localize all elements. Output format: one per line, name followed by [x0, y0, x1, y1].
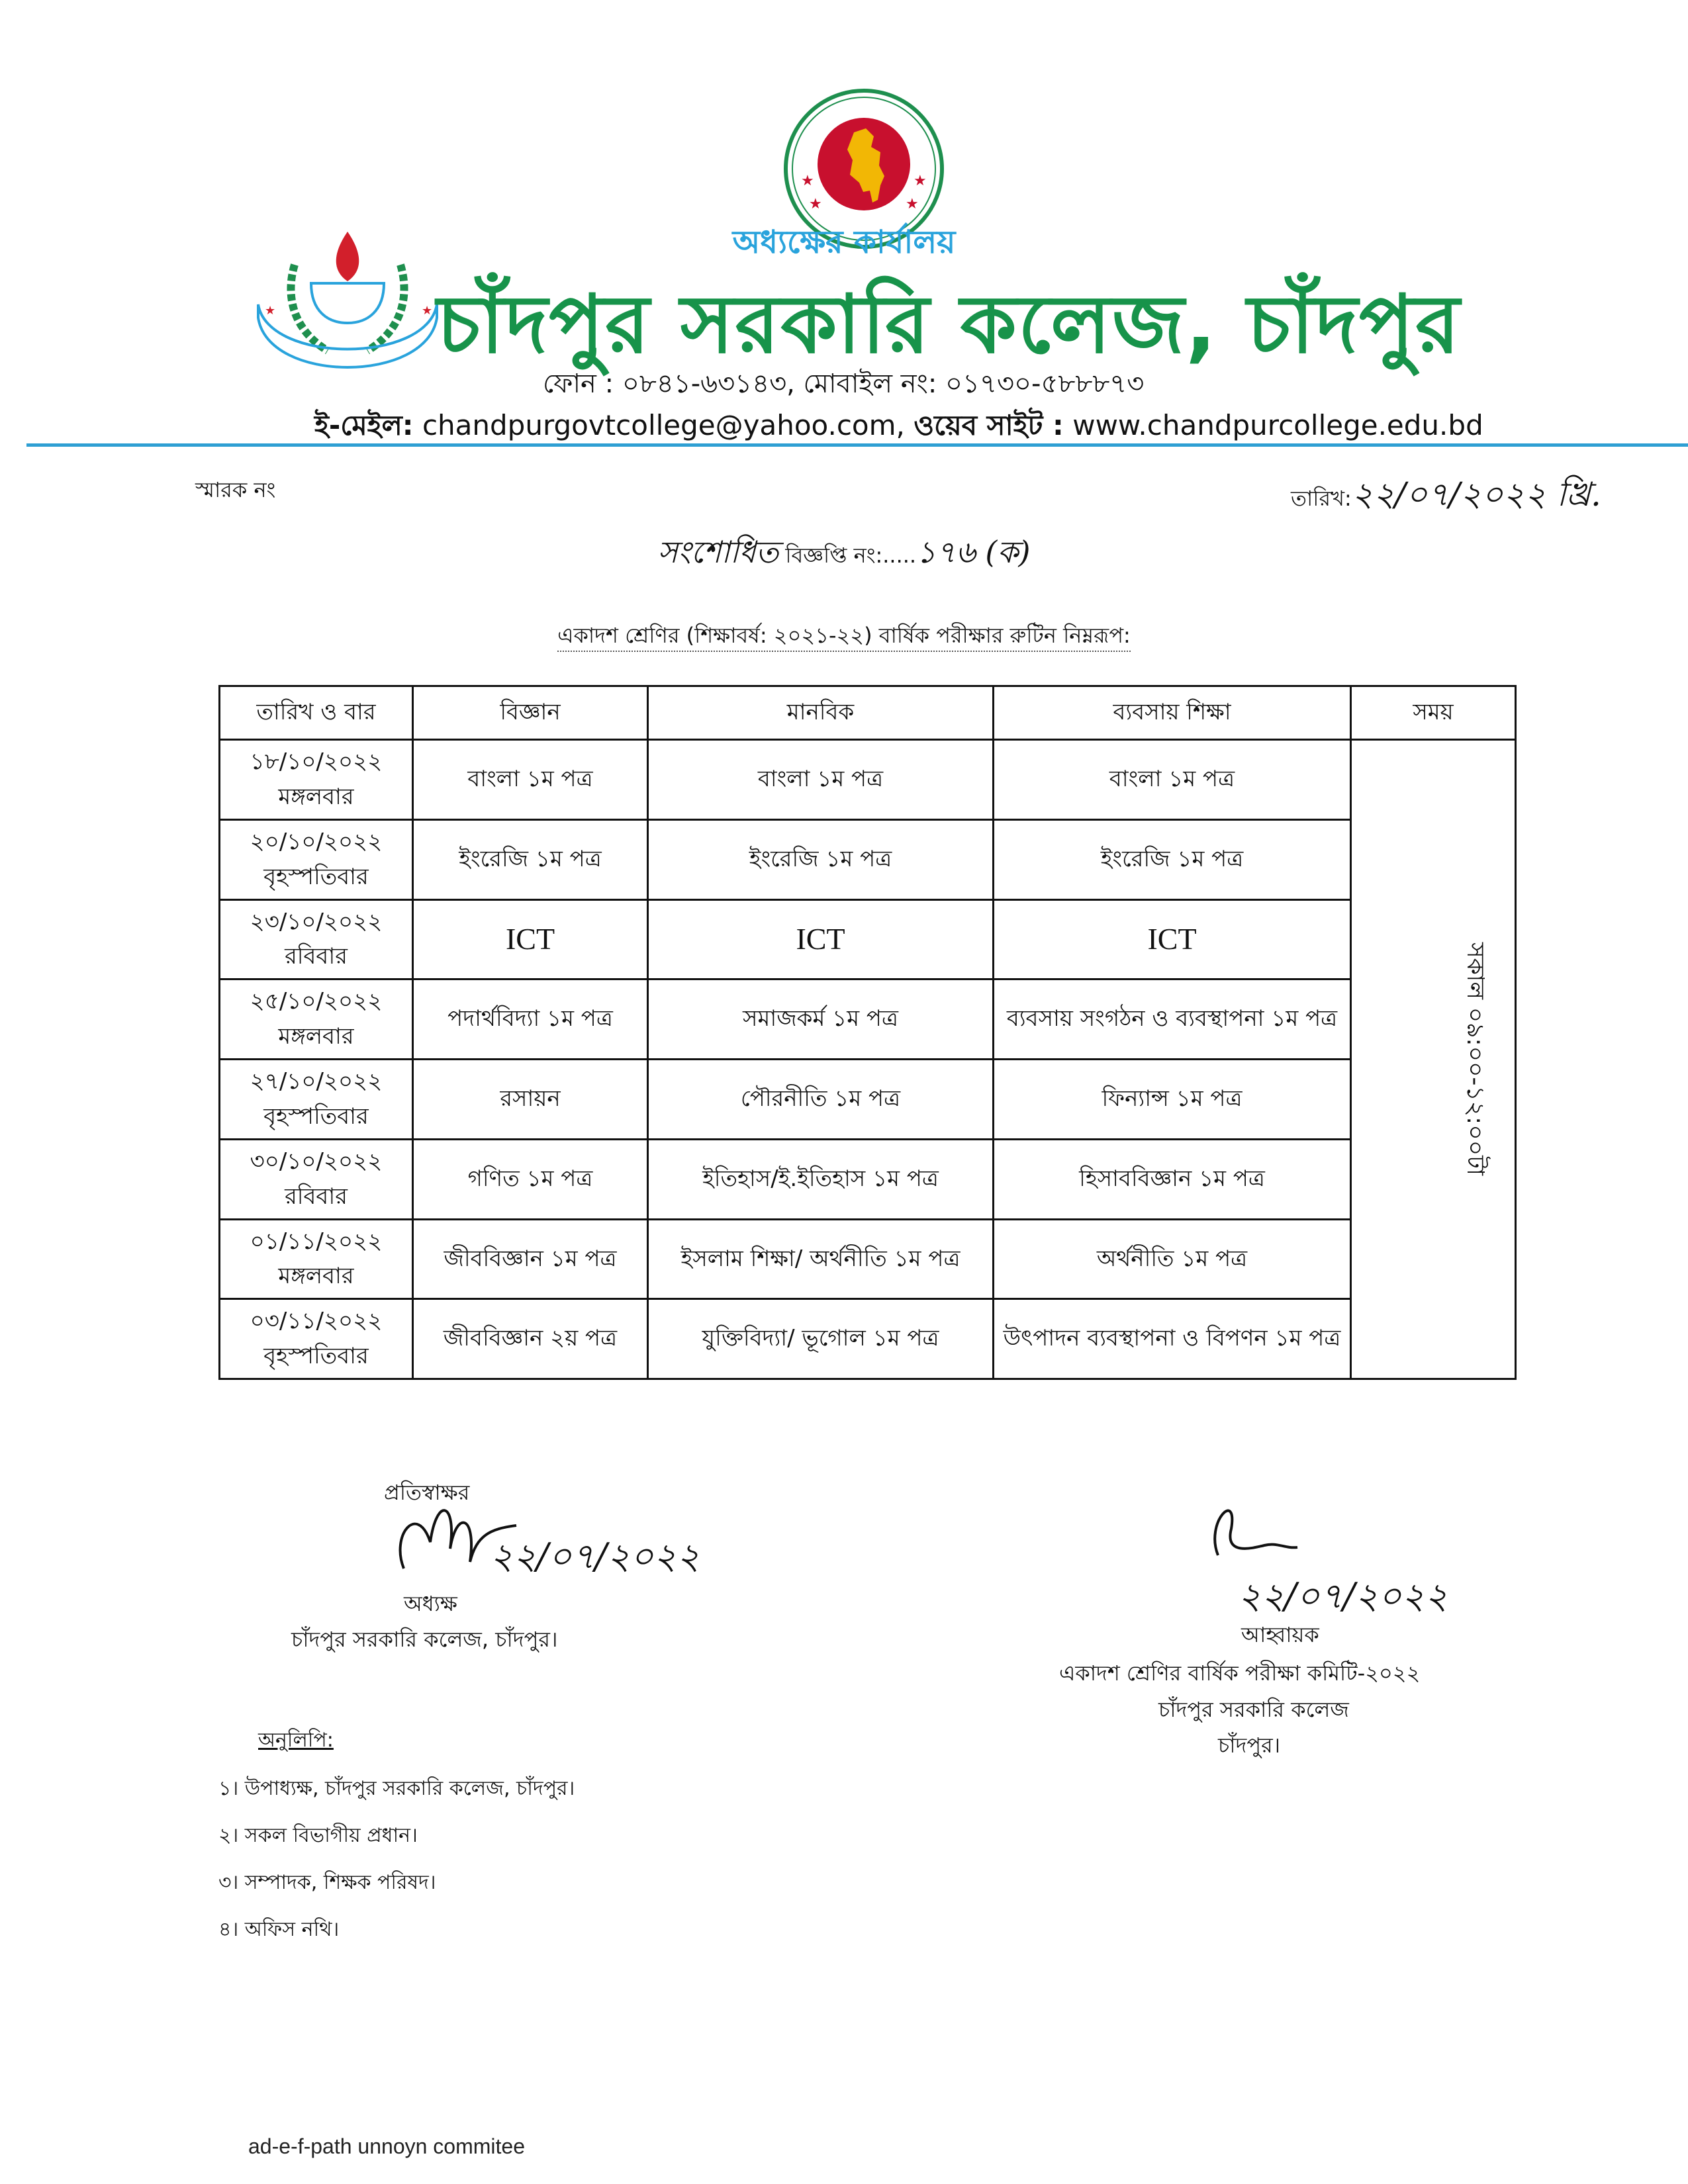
table-row	[220, 1219, 1516, 1299]
table-row	[220, 819, 1516, 899]
exam-day: মঙ্গলবার	[278, 1263, 354, 1290]
subject-cell-business: অর্থনীতি ১ম পত্র	[994, 1219, 1351, 1299]
convener-institution: চাঁদপুর সরকারি কলেজ	[1158, 1697, 1349, 1722]
exam-date: ৩০/১০/২০২২	[250, 1148, 383, 1175]
contact-phone: ফোন : ০৮৪১-৬৩১৪৩, মোবাইল নং: ০১৭৩০-৫৮৮৮৭৩	[543, 369, 1145, 399]
copy-item: ৩। সম্পাদক, শিক্ষক পরিষদ।	[218, 1871, 436, 1894]
date-day-cell	[220, 1060, 413, 1140]
header-humanities: মানবিক	[648, 686, 994, 740]
convener-signature-block	[1059, 1496, 1523, 1774]
convener-committee: একাদশ শ্রেণির বার্ষিক পরীক্ষা কমিটি-২০২২	[1059, 1661, 1421, 1686]
exam-date: ২৩/১০/২০২২	[250, 908, 383, 935]
routine-intro	[0, 619, 1688, 655]
date-line	[1291, 470, 1601, 525]
svg-text:★: ★	[265, 304, 276, 318]
date-label: তারিখ:	[1291, 486, 1352, 511]
notice-prefix: সংশোধিত	[657, 534, 779, 570]
exam-day: বৃহস্পতিবার	[263, 863, 369, 890]
convener-handwritten-date: ২২/০৭/২০২২	[1238, 1575, 1448, 1617]
exam-day: রবিবার	[285, 1183, 348, 1210]
subject-cell-science: ইংরেজি ১ম পত্র	[413, 819, 648, 899]
subject-cell-science: ICT	[413, 899, 648, 979]
table-row	[220, 1060, 1516, 1140]
principal-institution: চাঁদপুর সরকারি কলেজ, চাঁদপুর।	[291, 1627, 558, 1652]
table-row	[220, 740, 1516, 820]
exam-day: মঙ্গলবার	[278, 1023, 354, 1050]
star-icon: ★	[914, 173, 927, 189]
date-day-cell	[220, 819, 413, 899]
svg-text:★: ★	[422, 304, 433, 318]
date-day-cell	[220, 1219, 413, 1299]
table-row	[220, 1139, 1516, 1219]
subject-cell-business: ফিন্যান্স ১ম পত্র	[994, 1060, 1351, 1140]
subject-cell-business: হিসাববিজ্ঞান ১ম পত্র	[994, 1139, 1351, 1219]
exam-date: ২০/১০/২০২২	[250, 828, 383, 855]
convener-signature	[1198, 1496, 1331, 1569]
table-row	[220, 1299, 1516, 1379]
convener-place: চাঁদপুর।	[1218, 1733, 1281, 1758]
subject-cell-business: ICT	[994, 899, 1351, 979]
date-day-cell	[220, 899, 413, 979]
time-cell	[1351, 740, 1516, 1379]
exam-date: ১৮/১০/২০২২	[250, 749, 383, 776]
date-value: ২২/০৭/২০২২ খ্রি.	[1351, 475, 1601, 514]
notice-number-line	[0, 529, 1688, 580]
subject-cell-science: রসায়ন	[413, 1060, 648, 1140]
date-day-cell	[220, 979, 413, 1060]
subject-cell-humanities: যুক্তিবিদ্যা/ ভূগোল ১ম পত্র	[648, 1299, 994, 1379]
table-header-row	[220, 686, 1516, 740]
memo-number-label: স্মারক নং	[195, 477, 276, 502]
email-link[interactable]: chandpurgovtcollege@yahoo.com,	[422, 409, 905, 441]
website-label: ওয়েব সাইট :	[914, 409, 1064, 441]
date-day-cell	[220, 740, 413, 820]
subject-cell-science: গণিত ১ম পত্র	[413, 1139, 648, 1219]
subject-cell-science: বাংলা ১ম পত্র	[413, 740, 648, 820]
subject-cell-business: ইংরেজি ১ম পত্র	[994, 819, 1351, 899]
footer-note: ad-e-f-path unnoyn commitee	[248, 2134, 525, 2158]
exam-day: মঙ্গলবার	[278, 783, 354, 810]
copy-distribution-list	[218, 1724, 575, 1960]
subject-cell-business: ব্যবসায় সংগঠন ও ব্যবস্থাপনা ১ম পত্র	[994, 979, 1351, 1060]
subject-cell-humanities: ICT	[648, 899, 994, 979]
copies-title: অনুলিপি:	[258, 1729, 334, 1752]
office-title: অধ্যক্ষের কার্যালয়	[732, 224, 956, 261]
exam-routine-table	[218, 685, 1517, 1380]
exam-date: ০৩/১১/২০২২	[250, 1308, 383, 1335]
copy-item: ২। সকল বিভাগীয় প্রধান।	[218, 1824, 418, 1847]
exam-date: ২৫/১০/২০২২	[250, 988, 383, 1015]
exam-day: বৃহস্পতিবার	[263, 1103, 369, 1130]
email-label: ই-মেইল:	[314, 409, 414, 441]
header-business: ব্যবসায় শিক্ষা	[994, 686, 1351, 740]
header-science: বিজ্ঞান	[413, 686, 648, 740]
notice-label: বিজ্ঞপ্তি নং:.....	[785, 543, 917, 568]
subject-cell-business: বাংলা ১ম পত্র	[994, 740, 1351, 820]
table-row	[220, 979, 1516, 1060]
exam-date: ০১/১১/২০২২	[250, 1228, 383, 1255]
date-day-cell	[220, 1299, 413, 1379]
star-icon: ★	[906, 196, 919, 212]
principal-signature-block	[291, 1476, 847, 1661]
header-divider	[26, 443, 1688, 447]
exam-day: বৃহস্পতিবার	[263, 1343, 369, 1370]
exam-time: সকাল ০৯:০০-১২:০০টা	[1462, 942, 1489, 1176]
header-date-day: তারিখ ও বার	[220, 686, 413, 740]
principal-handwritten-date: ২২/০৭/২০২২	[490, 1535, 700, 1577]
notice-number: ১৭৬ (ক)	[916, 534, 1031, 570]
subject-cell-science: জীববিজ্ঞান ১ম পত্র	[413, 1219, 648, 1299]
table-row	[220, 899, 1516, 979]
subject-cell-humanities: পৌরনীতি ১ম পত্র	[648, 1060, 994, 1140]
subject-cell-science: জীববিজ্ঞান ২য় পত্র	[413, 1299, 648, 1379]
subject-cell-science: পদার্থবিদ্যা ১ম পত্র	[413, 979, 648, 1060]
website-link[interactable]: www.chandpurcollege.edu.bd	[1072, 409, 1483, 441]
star-icon: ★	[809, 196, 822, 212]
subject-cell-humanities: ইতিহাস/ই.ইতিহাস ১ম পত্র	[648, 1139, 994, 1219]
countersign-label: প্রতিস্বাক্ষর	[384, 1480, 470, 1505]
copy-item: ১। উপাধ্যক্ষ, চাঁদপুর সরকারি কলেজ, চাঁদপুর।	[218, 1777, 575, 1800]
exam-day: রবিবার	[285, 943, 348, 970]
subject-cell-humanities: ইংরেজি ১ম পত্র	[648, 819, 994, 899]
header-time: সময়	[1351, 686, 1516, 740]
subject-cell-humanities: বাংলা ১ম পত্র	[648, 740, 994, 820]
convener-designation: আহ্বায়ক	[1241, 1622, 1319, 1647]
subject-cell-humanities: সমাজকর্ম ১ম পত্র	[648, 979, 994, 1060]
copy-item: ৪। অফিস নথি।	[218, 1918, 340, 1941]
date-day-cell	[220, 1139, 413, 1219]
college-name: চাঁদপুর সরকারি কলেজ, চাঁদপুর	[437, 277, 1462, 371]
routine-intro-text: একাদশ শ্রেণির (শিক্ষাবর্ষ: ২০২১-২২) বার্ষিক পরীক্ষার রুটিন নিম্নরূপ:	[557, 623, 1131, 652]
exam-date: ২৭/১০/২০২২	[250, 1068, 383, 1095]
principal-designation: অধ্যক্ষ	[404, 1591, 457, 1616]
subject-cell-humanities: ইসলাম শিক্ষা/ অর্থনীতি ১ম পত্র	[648, 1219, 994, 1299]
subject-cell-business: উৎপাদন ব্যবস্থাপনা ও বিপণন ১ম পত্র	[994, 1299, 1351, 1379]
star-icon: ★	[801, 173, 814, 189]
